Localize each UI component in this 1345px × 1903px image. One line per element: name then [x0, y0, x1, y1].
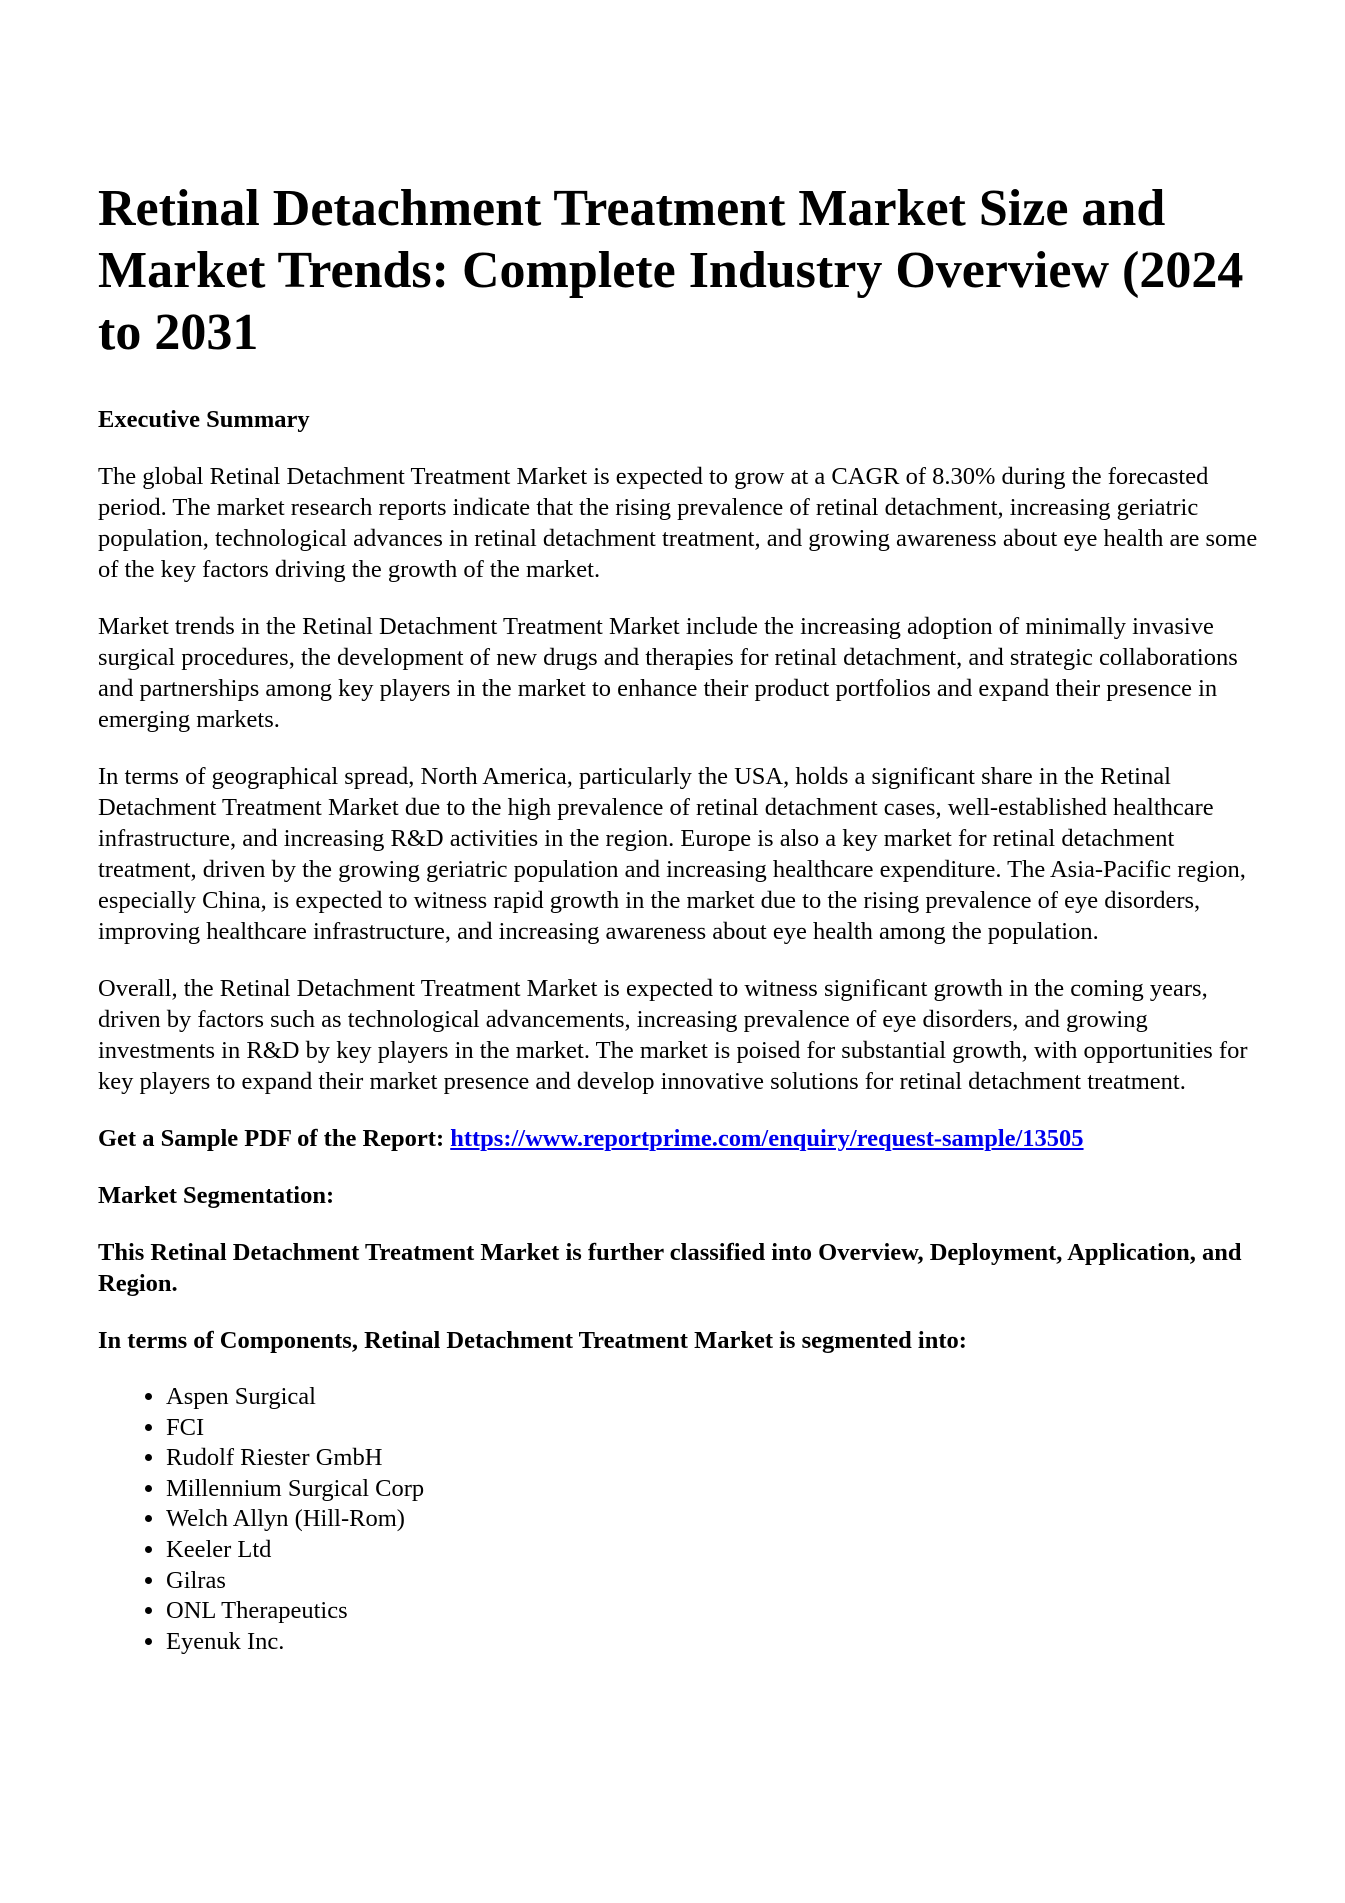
classification-text: This Retinal Detachment Treatment Market is further classified into Overview, Deployment, Application, and Region. — [98, 1239, 1242, 1297]
executive-summary-heading: Executive Summary — [98, 406, 310, 433]
list-item: • Millennium Surgical Corp — [166, 1474, 1258, 1505]
page-title: Retinal Detachment Treatment Market Size and Market Trends: Complete Industry Overview (2024 to 2031 — [98, 180, 1244, 361]
document-page — [98, 178, 1258, 1657]
paragraph-geography: In terms of geographical spread, North America, particularly the USA, holds a significant share in the Retinal Detachment Treatment Market due to the high prevalence of retinal detachment cases, well-established healthcare infrastructure, and increasing R&D activities in the region. Europe is also a key market for retinal detachment treatment, driven by the growing geriatric population and increasing healthcare expenditure. The Asia-Pacific region, especially China, is expected to witness rapid growth in the market due to the rising prevalence of eye disorders, improving healthcare infrastructure, and increasing awareness about eye health among the population. — [98, 763, 1246, 945]
list-item: • Gilras — [166, 1566, 1258, 1597]
sample-pdf-line — [98, 1123, 1258, 1154]
list-item: • Rudolf Riester GmbH — [166, 1443, 1258, 1474]
list-item: • Aspen Surgical — [166, 1382, 1258, 1413]
list-item: • Welch Allyn (Hill-Rom) — [166, 1504, 1258, 1535]
paragraph-trends: Market trends in the Retinal Detachment Treatment Market include the increasing adoption of minimally invasive surgical procedures, the development of new drugs and therapies for retinal detachment, and strategic collaborations and partnerships among key players in the market to enhance their product portfolios and expand their presence in emerging markets. — [98, 613, 1238, 733]
sample-pdf-link[interactable]: https://www.reportprime.com/enquiry/request-sample/13505 — [450, 1125, 1084, 1152]
segmentation-heading: Market Segmentation: — [98, 1182, 335, 1209]
components-heading: In terms of Components, Retinal Detachment Treatment Market is segmented into: — [98, 1327, 967, 1354]
paragraph-growth: The global Retinal Detachment Treatment Market is expected to grow at a CAGR of 8.30% during the forecasted period. The market research reports indicate that the rising prevalence of retinal detachment, increasing geriatric population, technological advances in retinal detachment treatment, and growing awareness about eye health are some of the key factors driving the growth of the market. — [98, 463, 1258, 583]
sample-pdf-label: Get a Sample PDF of the Report: — [98, 1125, 451, 1152]
list-item: • FCI — [166, 1413, 1258, 1444]
list-item: • ONL Therapeutics — [166, 1596, 1258, 1627]
company-list — [98, 1382, 1258, 1657]
paragraph-overall: Overall, the Retinal Detachment Treatment Market is expected to witness significant growth in the coming years, driven by factors such as technological advancements, increasing prevalence of eye disorders, and growing investments in R&D by key players in the market. The market is poised for substantial growth, with opportunities for key players to expand their market presence and develop innovative solutions for retinal detachment treatment. — [98, 975, 1248, 1095]
list-item: • Keeler Ltd — [166, 1535, 1258, 1566]
list-item: • Eyenuk Inc. — [166, 1627, 1258, 1658]
